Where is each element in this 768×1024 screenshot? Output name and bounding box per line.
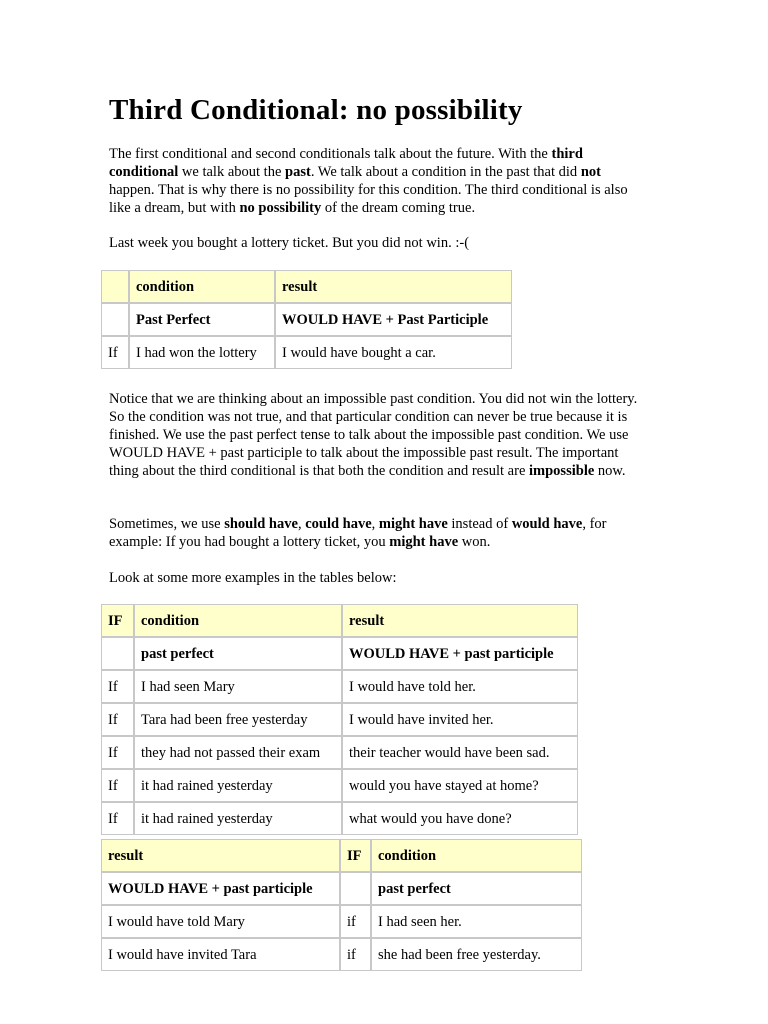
table-cell bbox=[340, 872, 371, 905]
table-cell: I would have invited her. bbox=[342, 703, 578, 736]
table-cell: If bbox=[101, 769, 134, 802]
table-row bbox=[101, 703, 578, 736]
conditional-table-2 bbox=[101, 604, 578, 835]
table-cell: If bbox=[101, 802, 134, 835]
table-cell bbox=[101, 303, 129, 336]
table-cell: I had seen her. bbox=[371, 905, 582, 938]
table-cell: Tara had been free yesterday bbox=[134, 703, 342, 736]
table-cell: I would have invited Tara bbox=[101, 938, 340, 971]
table-cell: I would have bought a car. bbox=[275, 336, 512, 369]
table-row bbox=[101, 670, 578, 703]
table-header-cell: condition bbox=[371, 839, 582, 872]
table-header-cell: condition bbox=[129, 270, 275, 303]
table-row bbox=[101, 802, 578, 835]
table-cell: their teacher would have been sad. bbox=[342, 736, 578, 769]
table-header-cell: result bbox=[101, 839, 340, 872]
table-cell bbox=[101, 637, 134, 670]
table-header-cell: IF bbox=[340, 839, 371, 872]
table-header-row bbox=[101, 839, 582, 872]
table-cell: I would have told Mary bbox=[101, 905, 340, 938]
table-cell: WOULD HAVE + past participle bbox=[342, 637, 578, 670]
table-cell: past perfect bbox=[371, 872, 582, 905]
table-header-cell: result bbox=[275, 270, 512, 303]
table-cell: they had not passed their exam bbox=[134, 736, 342, 769]
page-title: Third Conditional: no possibility bbox=[109, 94, 523, 126]
table-cell: If bbox=[101, 703, 134, 736]
table-cell: if bbox=[340, 905, 371, 938]
table-subheader-row bbox=[101, 303, 512, 336]
table-cell: would you have stayed at home? bbox=[342, 769, 578, 802]
table-subheader-row bbox=[101, 637, 578, 670]
table-cell: WOULD HAVE + Past Participle bbox=[275, 303, 512, 336]
table-header-row bbox=[101, 604, 578, 637]
notice-paragraph: Notice that we are thinking about an impossible past condition. You did not win the lottery. So the condition was not true, and that particular condition can never be true because it is finished. We use the past perfect tense to talk about the impossible past condition. We use WOULD HAVE + past participle to talk about the impossible past result. The important thing about the third conditional is that both the condition and result are impossible now. bbox=[109, 391, 638, 479]
table-row bbox=[101, 736, 578, 769]
table-cell: past perfect bbox=[134, 637, 342, 670]
table-header-cell: result bbox=[342, 604, 578, 637]
table-row bbox=[101, 769, 578, 802]
look-paragraph: Look at some more examples in the tables below: bbox=[109, 570, 397, 586]
sometimes-paragraph: Sometimes, we use should have, could have, might have instead of would have, for example: If you had bought a lottery ticket, you might have won. bbox=[109, 516, 607, 550]
table-subheader-row bbox=[101, 872, 582, 905]
table-cell: If bbox=[101, 670, 134, 703]
table-cell bbox=[101, 270, 129, 303]
table-header-cell: condition bbox=[134, 604, 342, 637]
table-row bbox=[101, 938, 582, 971]
table-cell: WOULD HAVE + past participle bbox=[101, 872, 340, 905]
table-cell: what would you have done? bbox=[342, 802, 578, 835]
table-header-row bbox=[101, 270, 512, 303]
conditional-table-3 bbox=[101, 839, 582, 971]
table-cell: I would have told her. bbox=[342, 670, 578, 703]
table-cell: she had been free yesterday. bbox=[371, 938, 582, 971]
table-cell: I had seen Mary bbox=[134, 670, 342, 703]
table-cell: If bbox=[101, 736, 134, 769]
table-cell: If bbox=[101, 336, 129, 369]
table-cell: it had rained yesterday bbox=[134, 802, 342, 835]
table-cell: I had won the lottery bbox=[129, 336, 275, 369]
lottery-paragraph: Last week you bought a lottery ticket. But you did not win. :-( bbox=[109, 235, 470, 251]
intro-paragraph: The first conditional and second conditionals talk about the future. With the third conditional we talk about the past. We talk about a condition in the past that did not happen. That is why there is no possibility for this condition. The third conditional is also like a dream, but with no possibility of the dream coming true. bbox=[109, 146, 628, 216]
table-cell: it had rained yesterday bbox=[134, 769, 342, 802]
table-row bbox=[101, 905, 582, 938]
table-row bbox=[101, 336, 512, 369]
conditional-table-1 bbox=[101, 270, 512, 369]
table-cell: if bbox=[340, 938, 371, 971]
table-header-cell: IF bbox=[101, 604, 134, 637]
table-cell: Past Perfect bbox=[129, 303, 275, 336]
